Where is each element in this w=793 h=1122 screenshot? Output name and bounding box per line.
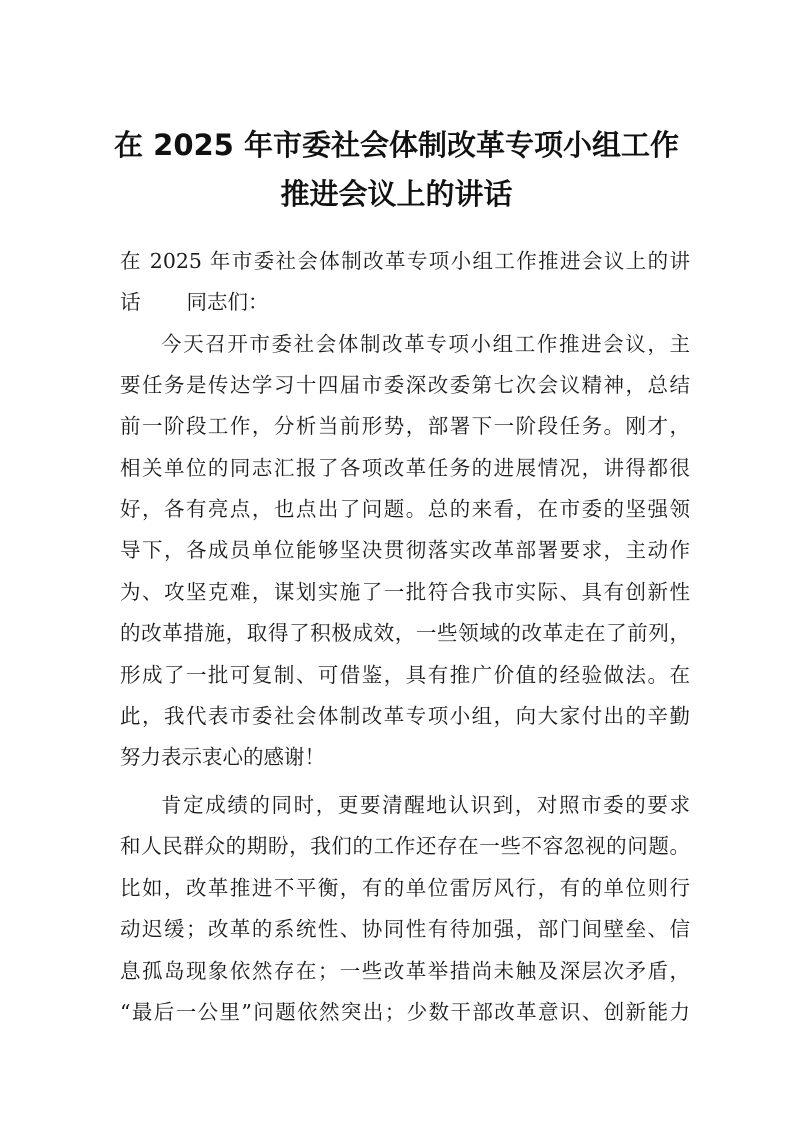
paragraph-1-line-5: 好，各有亮点，也点出了问题。总的来看，在市委的坚强领	[120, 497, 690, 521]
salutation: 同志们：	[186, 290, 269, 314]
paragraph-1-line-11: 努力表示衷心的感谢！	[120, 745, 325, 769]
subtitle-line-2-tail: 话	[120, 290, 141, 314]
paragraph-1-line-9: 形成了一批可复制、可借鉴，具有推广价值的经验做法。在	[120, 663, 690, 687]
paragraph-1-line-4: 相关单位的同志汇报了各项改革任务的进展情况，讲得都很	[120, 456, 690, 480]
paragraph-2-line-4: 动迟缓；改革的系统性、协同性有待加强，部门间壁垒、信	[120, 917, 690, 941]
paragraph-2-line-2: 和人民群众的期盼，我们的工作还存在一些不容忽视的问题。	[120, 834, 690, 858]
document-title-line-2: 推进会议上的讲话	[280, 177, 513, 211]
paragraph-1-line-8: 的改革措施，取得了积极成效，一些领域的改革走在了前列，	[120, 621, 690, 645]
paragraph-1-line-1: 今天召开市委社会体制改革专项小组工作推进会议，主	[161, 332, 690, 356]
paragraph-2-line-5: 息孤岛现象依然存在；一些改革举措尚未触及深层次矛盾，	[120, 959, 690, 983]
paragraph-1-line-6: 导下，各成员单位能够坚决贯彻落实改革部署要求，主动作	[120, 538, 690, 562]
paragraph-1-line-7: 为、攻坚克难，谋划实施了一批符合我市实际、具有创新性	[120, 580, 690, 604]
paragraph-2-line-3: 比如，改革推进不平衡，有的单位雷厉风行，有的单位则行	[120, 876, 690, 900]
subtitle-line-2	[120, 289, 690, 315]
paragraph-1-line-2: 要任务是传达学习十四届市委深改委第七次会议精神，总结	[120, 373, 690, 397]
paragraph-1-line-3: 前一阶段工作，分析当前形势，部署下一阶段任务。刚才，	[120, 414, 690, 438]
paragraph-2-line-1: 肯定成绩的同时，更要清醒地认识到，对照市委的要求	[161, 793, 690, 817]
document-title-line-1: 在 2025 年市委社会体制改革专项小组工作	[114, 128, 679, 162]
subtitle-line-1: 在 2025 年市委社会体制改革专项小组工作推进会议上的讲	[120, 249, 690, 273]
paragraph-2-line-6: “最后一公里”问题依然突出；少数干部改革意识、创新能力	[120, 1000, 690, 1024]
paragraph-1-line-10: 此，我代表市委社会体制改革专项小组，向大家付出的辛勤	[120, 704, 690, 728]
